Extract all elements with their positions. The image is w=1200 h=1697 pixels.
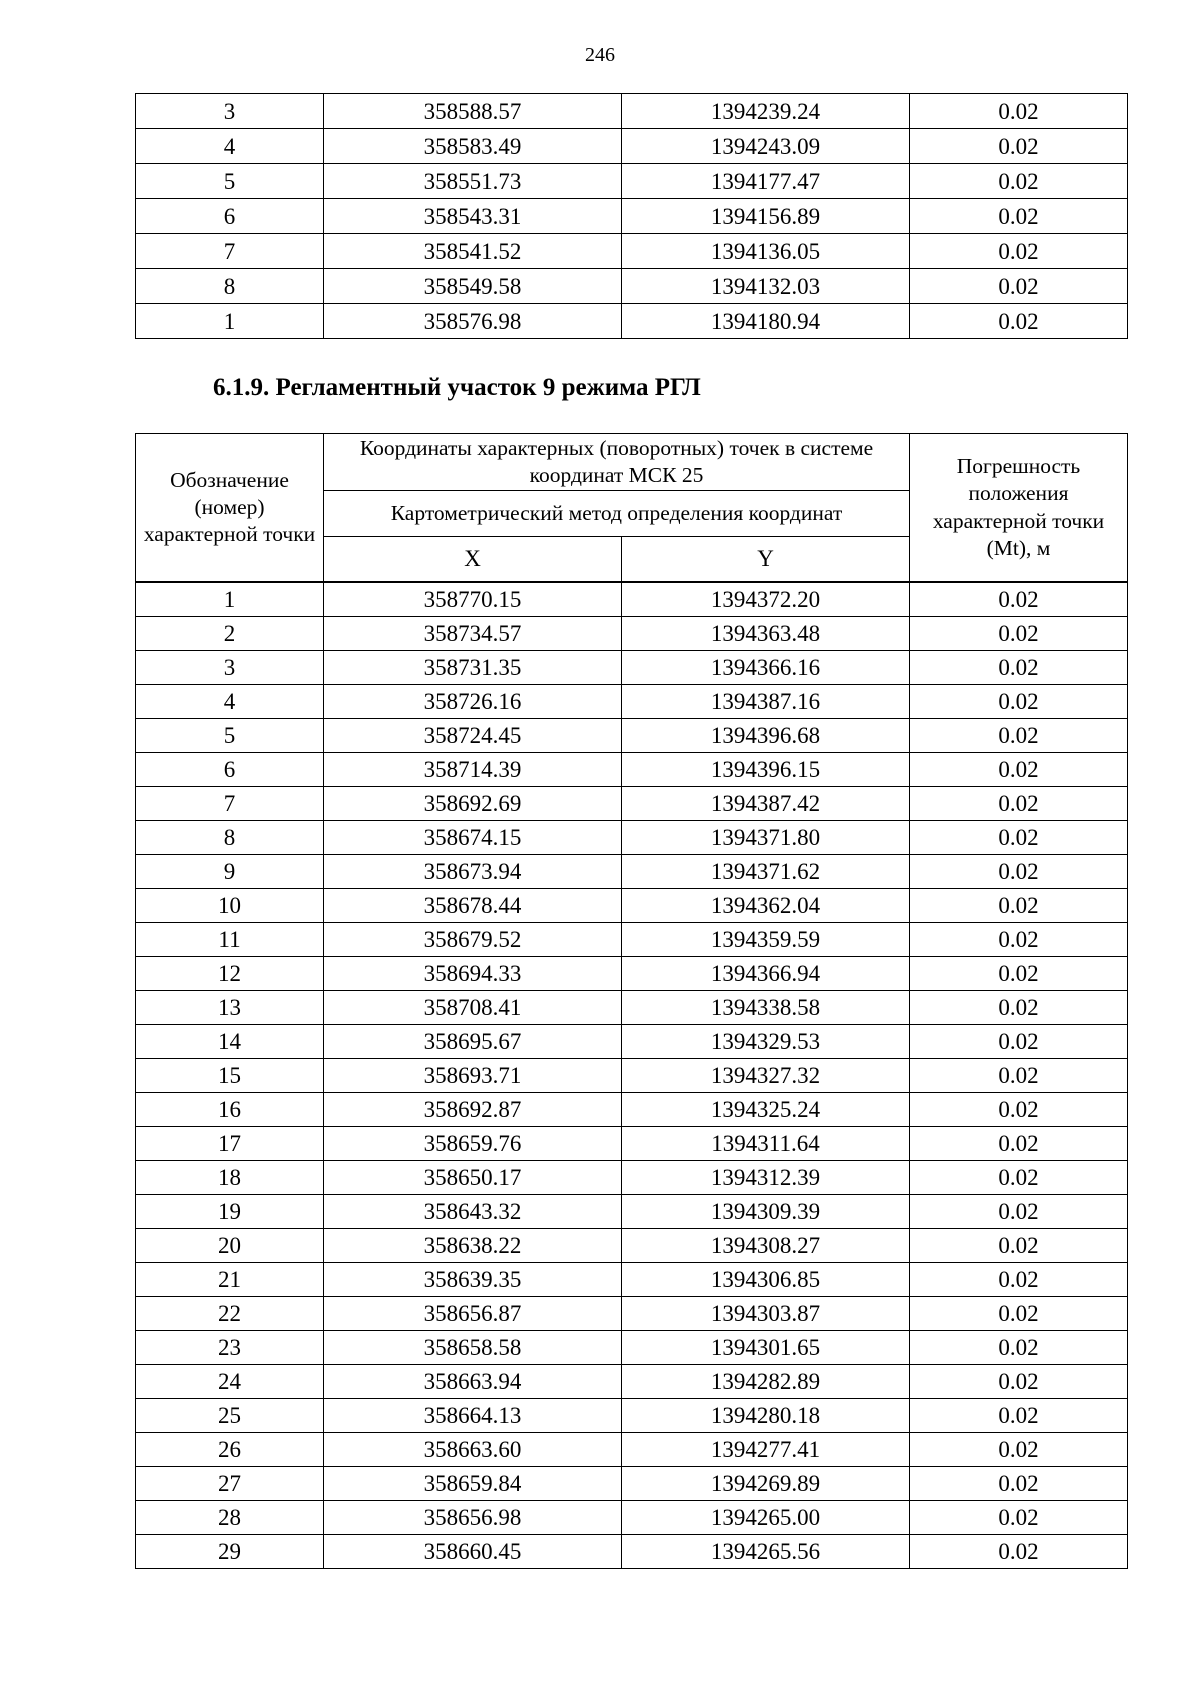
- table-row: [136, 1467, 1128, 1501]
- table-row: [136, 1433, 1128, 1467]
- point-number-cell: 3: [136, 94, 324, 129]
- error-cell: 0.02: [910, 94, 1128, 129]
- table-row: [136, 1501, 1128, 1535]
- x-coordinate-cell: 358678.44: [324, 889, 622, 923]
- header-point-designation: Обозначение (номер) характерной точки: [136, 434, 324, 583]
- error-cell: 0.02: [910, 1331, 1128, 1365]
- point-number-cell: 23: [136, 1331, 324, 1365]
- point-number-cell: 28: [136, 1501, 324, 1535]
- y-coordinate-cell: 1394156.89: [622, 199, 910, 234]
- y-coordinate-cell: 1394265.00: [622, 1501, 910, 1535]
- point-number-cell: 1: [136, 304, 324, 339]
- x-coordinate-cell: 358663.94: [324, 1365, 622, 1399]
- table-row: [136, 1127, 1128, 1161]
- y-coordinate-cell: 1394301.65: [622, 1331, 910, 1365]
- error-cell: 0.02: [910, 685, 1128, 719]
- table-row: [136, 129, 1128, 164]
- table-row: [136, 94, 1128, 129]
- table-row: [136, 1297, 1128, 1331]
- error-cell: 0.02: [910, 1467, 1128, 1501]
- x-coordinate-cell: 358726.16: [324, 685, 622, 719]
- point-number-cell: 11: [136, 923, 324, 957]
- table-row: [136, 651, 1128, 685]
- table-row: [136, 1331, 1128, 1365]
- error-cell: 0.02: [910, 753, 1128, 787]
- error-cell: 0.02: [910, 234, 1128, 269]
- x-coordinate-cell: 358576.98: [324, 304, 622, 339]
- y-coordinate-cell: 1394371.62: [622, 855, 910, 889]
- error-cell: 0.02: [910, 957, 1128, 991]
- error-cell: 0.02: [910, 991, 1128, 1025]
- point-number-cell: 5: [136, 164, 324, 199]
- y-coordinate-cell: 1394362.04: [622, 889, 910, 923]
- point-number-cell: 2: [136, 617, 324, 651]
- point-number-cell: 8: [136, 269, 324, 304]
- error-cell: 0.02: [910, 719, 1128, 753]
- table-row: [136, 719, 1128, 753]
- point-number-cell: 9: [136, 855, 324, 889]
- point-number-cell: 6: [136, 753, 324, 787]
- table-row: [136, 1059, 1128, 1093]
- point-number-cell: 18: [136, 1161, 324, 1195]
- point-number-cell: 6: [136, 199, 324, 234]
- error-cell: 0.02: [910, 304, 1128, 339]
- error-cell: 0.02: [910, 1365, 1128, 1399]
- error-cell: 0.02: [910, 269, 1128, 304]
- x-coordinate-cell: 358638.22: [324, 1229, 622, 1263]
- y-coordinate-cell: 1394303.87: [622, 1297, 910, 1331]
- error-cell: 0.02: [910, 923, 1128, 957]
- header-error: Погрешность положения характерной точки (Mt), м: [910, 434, 1128, 583]
- table-row: [136, 1263, 1128, 1297]
- y-coordinate-cell: 1394359.59: [622, 923, 910, 957]
- y-coordinate-cell: 1394329.53: [622, 1025, 910, 1059]
- point-number-cell: 8: [136, 821, 324, 855]
- x-coordinate-cell: 358708.41: [324, 991, 622, 1025]
- point-number-cell: 22: [136, 1297, 324, 1331]
- point-number-cell: 7: [136, 787, 324, 821]
- y-coordinate-cell: 1394269.89: [622, 1467, 910, 1501]
- y-coordinate-cell: 1394366.94: [622, 957, 910, 991]
- y-coordinate-cell: 1394309.39: [622, 1195, 910, 1229]
- error-cell: 0.02: [910, 889, 1128, 923]
- table-row: [136, 1195, 1128, 1229]
- error-cell: 0.02: [910, 164, 1128, 199]
- x-coordinate-cell: 358692.87: [324, 1093, 622, 1127]
- table-row: [136, 821, 1128, 855]
- point-number-cell: 20: [136, 1229, 324, 1263]
- x-coordinate-cell: 358724.45: [324, 719, 622, 753]
- x-coordinate-cell: 358650.17: [324, 1161, 622, 1195]
- y-coordinate-cell: 1394312.39: [622, 1161, 910, 1195]
- y-coordinate-cell: 1394396.15: [622, 753, 910, 787]
- table-row: [136, 582, 1128, 617]
- x-coordinate-cell: 358588.57: [324, 94, 622, 129]
- x-coordinate-cell: 358541.52: [324, 234, 622, 269]
- table-row: [136, 787, 1128, 821]
- error-cell: 0.02: [910, 199, 1128, 234]
- table-row: [136, 957, 1128, 991]
- coordinates-table-continuation: [135, 93, 1128, 339]
- x-coordinate-cell: 358583.49: [324, 129, 622, 164]
- table-row: [136, 753, 1128, 787]
- error-cell: 0.02: [910, 1127, 1128, 1161]
- y-coordinate-cell: 1394308.27: [622, 1229, 910, 1263]
- error-cell: 0.02: [910, 821, 1128, 855]
- table-row: [136, 923, 1128, 957]
- table-row: [136, 1399, 1128, 1433]
- point-number-cell: 17: [136, 1127, 324, 1161]
- point-number-cell: 27: [136, 1467, 324, 1501]
- error-cell: 0.02: [910, 617, 1128, 651]
- point-number-cell: 19: [136, 1195, 324, 1229]
- header-coordinates: Координаты характерных (поворотных) точек в системе координат МСК 25: [324, 434, 910, 491]
- x-coordinate-cell: 358639.35: [324, 1263, 622, 1297]
- y-coordinate-cell: 1394177.47: [622, 164, 910, 199]
- y-coordinate-cell: 1394387.16: [622, 685, 910, 719]
- error-cell: 0.02: [910, 787, 1128, 821]
- y-coordinate-cell: 1394306.85: [622, 1263, 910, 1297]
- y-coordinate-cell: 1394243.09: [622, 129, 910, 164]
- x-coordinate-cell: 358731.35: [324, 651, 622, 685]
- coordinates-table: [135, 433, 1128, 1569]
- error-cell: 0.02: [910, 1433, 1128, 1467]
- point-number-cell: 25: [136, 1399, 324, 1433]
- point-number-cell: 16: [136, 1093, 324, 1127]
- table-row: [136, 1161, 1128, 1195]
- y-coordinate-cell: 1394372.20: [622, 582, 910, 617]
- y-coordinate-cell: 1394311.64: [622, 1127, 910, 1161]
- y-coordinate-cell: 1394132.03: [622, 269, 910, 304]
- table-row: [136, 1025, 1128, 1059]
- error-cell: 0.02: [910, 1263, 1128, 1297]
- table-header: [136, 434, 1128, 583]
- error-cell: 0.02: [910, 1059, 1128, 1093]
- error-cell: 0.02: [910, 1161, 1128, 1195]
- y-coordinate-cell: 1394387.42: [622, 787, 910, 821]
- x-coordinate-cell: 358674.15: [324, 821, 622, 855]
- x-coordinate-cell: 358656.87: [324, 1297, 622, 1331]
- y-coordinate-cell: 1394280.18: [622, 1399, 910, 1433]
- section-heading: 6.1.9. Регламентный участок 9 режима РГЛ: [213, 374, 701, 401]
- y-coordinate-cell: 1394239.24: [622, 94, 910, 129]
- y-coordinate-cell: 1394366.16: [622, 651, 910, 685]
- table-body: [136, 582, 1128, 1569]
- error-cell: 0.02: [910, 1399, 1128, 1433]
- x-coordinate-cell: 358734.57: [324, 617, 622, 651]
- y-coordinate-cell: 1394277.41: [622, 1433, 910, 1467]
- point-number-cell: 15: [136, 1059, 324, 1093]
- error-cell: 0.02: [910, 1093, 1128, 1127]
- error-cell: 0.02: [910, 582, 1128, 617]
- table-body: [136, 94, 1128, 339]
- x-coordinate-cell: 358679.52: [324, 923, 622, 957]
- table-row: [136, 234, 1128, 269]
- point-number-cell: 13: [136, 991, 324, 1025]
- error-cell: 0.02: [910, 1025, 1128, 1059]
- point-number-cell: 4: [136, 685, 324, 719]
- point-number-cell: 10: [136, 889, 324, 923]
- point-number-cell: 1: [136, 582, 324, 617]
- point-number-cell: 12: [136, 957, 324, 991]
- error-cell: 0.02: [910, 1535, 1128, 1569]
- point-number-cell: 14: [136, 1025, 324, 1059]
- table-row: [136, 304, 1128, 339]
- header-y: Y: [622, 537, 910, 583]
- error-cell: 0.02: [910, 129, 1128, 164]
- x-coordinate-cell: 358659.84: [324, 1467, 622, 1501]
- x-coordinate-cell: 358693.71: [324, 1059, 622, 1093]
- x-coordinate-cell: 358664.13: [324, 1399, 622, 1433]
- table-row: [136, 199, 1128, 234]
- point-number-cell: 5: [136, 719, 324, 753]
- x-coordinate-cell: 358543.31: [324, 199, 622, 234]
- y-coordinate-cell: 1394327.32: [622, 1059, 910, 1093]
- error-cell: 0.02: [910, 1195, 1128, 1229]
- error-cell: 0.02: [910, 855, 1128, 889]
- y-coordinate-cell: 1394338.58: [622, 991, 910, 1025]
- header-x: X: [324, 537, 622, 583]
- point-number-cell: 3: [136, 651, 324, 685]
- x-coordinate-cell: 358549.58: [324, 269, 622, 304]
- x-coordinate-cell: 358656.98: [324, 1501, 622, 1535]
- page-number: 246: [585, 44, 615, 66]
- point-number-cell: 7: [136, 234, 324, 269]
- y-coordinate-cell: 1394325.24: [622, 1093, 910, 1127]
- table-row: [136, 1093, 1128, 1127]
- table-row: [136, 889, 1128, 923]
- y-coordinate-cell: 1394396.68: [622, 719, 910, 753]
- point-number-cell: 21: [136, 1263, 324, 1297]
- x-coordinate-cell: 358695.67: [324, 1025, 622, 1059]
- header-method: Картометрический метод определения координат: [324, 491, 910, 537]
- y-coordinate-cell: 1394282.89: [622, 1365, 910, 1399]
- point-number-cell: 26: [136, 1433, 324, 1467]
- error-cell: 0.02: [910, 1501, 1128, 1535]
- error-cell: 0.02: [910, 1229, 1128, 1263]
- table-row: [136, 685, 1128, 719]
- table-row: [136, 164, 1128, 199]
- point-number-cell: 29: [136, 1535, 324, 1569]
- x-coordinate-cell: 358770.15: [324, 582, 622, 617]
- x-coordinate-cell: 358673.94: [324, 855, 622, 889]
- table-row: [136, 269, 1128, 304]
- y-coordinate-cell: 1394371.80: [622, 821, 910, 855]
- table-row: [136, 855, 1128, 889]
- x-coordinate-cell: 358660.45: [324, 1535, 622, 1569]
- table-row: [136, 617, 1128, 651]
- y-coordinate-cell: 1394180.94: [622, 304, 910, 339]
- y-coordinate-cell: 1394265.56: [622, 1535, 910, 1569]
- y-coordinate-cell: 1394136.05: [622, 234, 910, 269]
- error-cell: 0.02: [910, 651, 1128, 685]
- point-number-cell: 4: [136, 129, 324, 164]
- x-coordinate-cell: 358659.76: [324, 1127, 622, 1161]
- table-row: [136, 1535, 1128, 1569]
- x-coordinate-cell: 358658.58: [324, 1331, 622, 1365]
- point-number-cell: 24: [136, 1365, 324, 1399]
- y-coordinate-cell: 1394363.48: [622, 617, 910, 651]
- x-coordinate-cell: 358692.69: [324, 787, 622, 821]
- error-cell: 0.02: [910, 1297, 1128, 1331]
- table-row: [136, 1229, 1128, 1263]
- table-row: [136, 991, 1128, 1025]
- x-coordinate-cell: 358551.73: [324, 164, 622, 199]
- x-coordinate-cell: 358694.33: [324, 957, 622, 991]
- x-coordinate-cell: 358663.60: [324, 1433, 622, 1467]
- x-coordinate-cell: 358643.32: [324, 1195, 622, 1229]
- table-row: [136, 1365, 1128, 1399]
- x-coordinate-cell: 358714.39: [324, 753, 622, 787]
